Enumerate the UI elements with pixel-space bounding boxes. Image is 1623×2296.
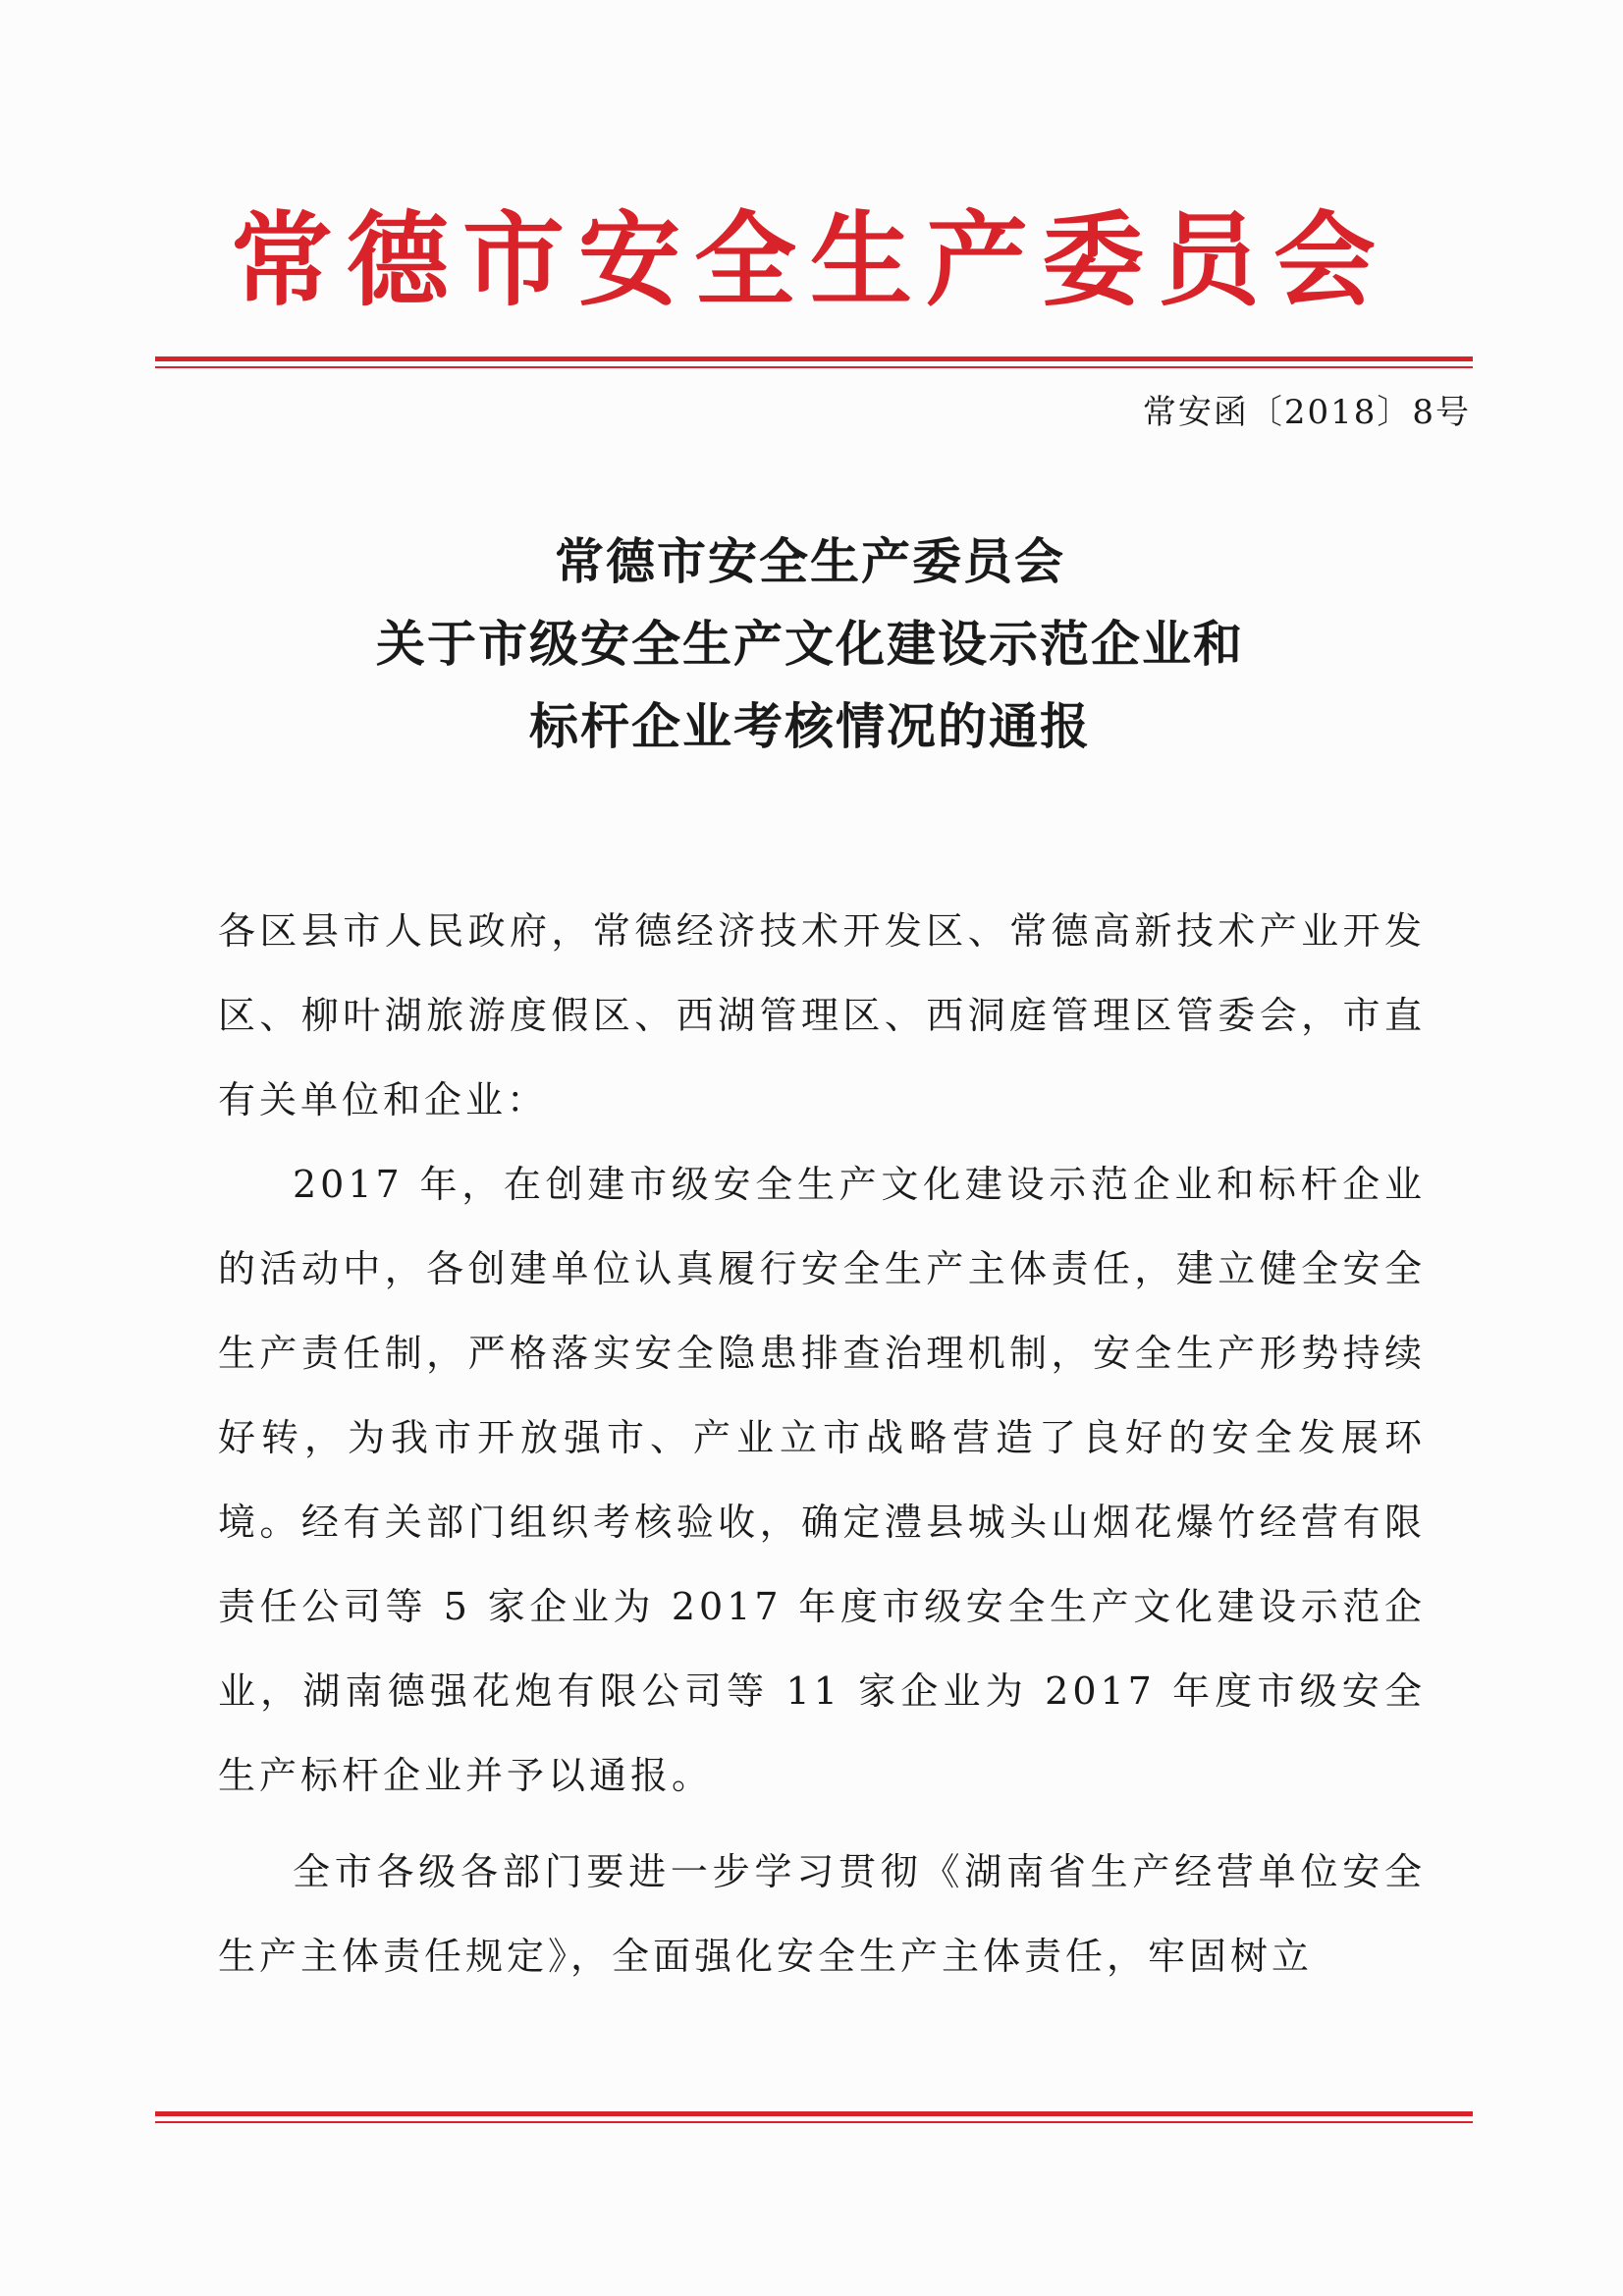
title-line-2: 关于市级安全生产文化建设示范企业和 — [376, 615, 1244, 673]
document-title — [147, 520, 1473, 768]
footer-rule-thick — [155, 2111, 1473, 2116]
masthead-red-rule — [155, 356, 1473, 368]
footer-rule-thin — [155, 2121, 1473, 2123]
footer-red-rule — [155, 2111, 1473, 2123]
red-rule-thick — [155, 356, 1473, 361]
body-paragraph-1: 2017 年，在创建市级安全生产文化建设示范企业和标杆企业的活动中，各创建单位认真履行安全生产主体责任，建立健全安全生产责任制，严格落实安全隐患排查治理机制，安全生产形势持续好转，为我市开放强市、产业立市战略营造了良好的安全发展环境。经有关部门组织考核验收，确定澧县城头山烟花爆竹经营有限责任公司等 5 家企业为 2017 年度市级安全生产文化建设示范企业，湖南德强花炮有限公司等 11 家企业为 2017 年度市级安全生产标杆企业并予以通报。 — [218, 1163, 1426, 1797]
body-paragraph-2: 全市各级各部门要进一步学习贯彻《湖南省生产经营单位安全生产主体责任规定》，全面强化安全生产主体责任，牢固树立 — [218, 1850, 1426, 1978]
salutation: 各区县市人民政府，常德经济技术开发区、常德高新技术产业开发区、柳叶湖旅游度假区、西湖管理区、西洞庭管理区管委会，市直有关单位和企业： — [218, 909, 1426, 1121]
document-number: 常安函〔2018〕8号 — [1142, 393, 1471, 432]
title-line-3: 标杆企业考核情况的通报 — [529, 697, 1091, 755]
red-rule-thin — [155, 366, 1473, 368]
org-masthead: 常德市安全生产委员会 — [230, 199, 1389, 320]
document-body — [218, 889, 1426, 1998]
title-line-1: 常德市安全生产委员会 — [555, 532, 1065, 590]
